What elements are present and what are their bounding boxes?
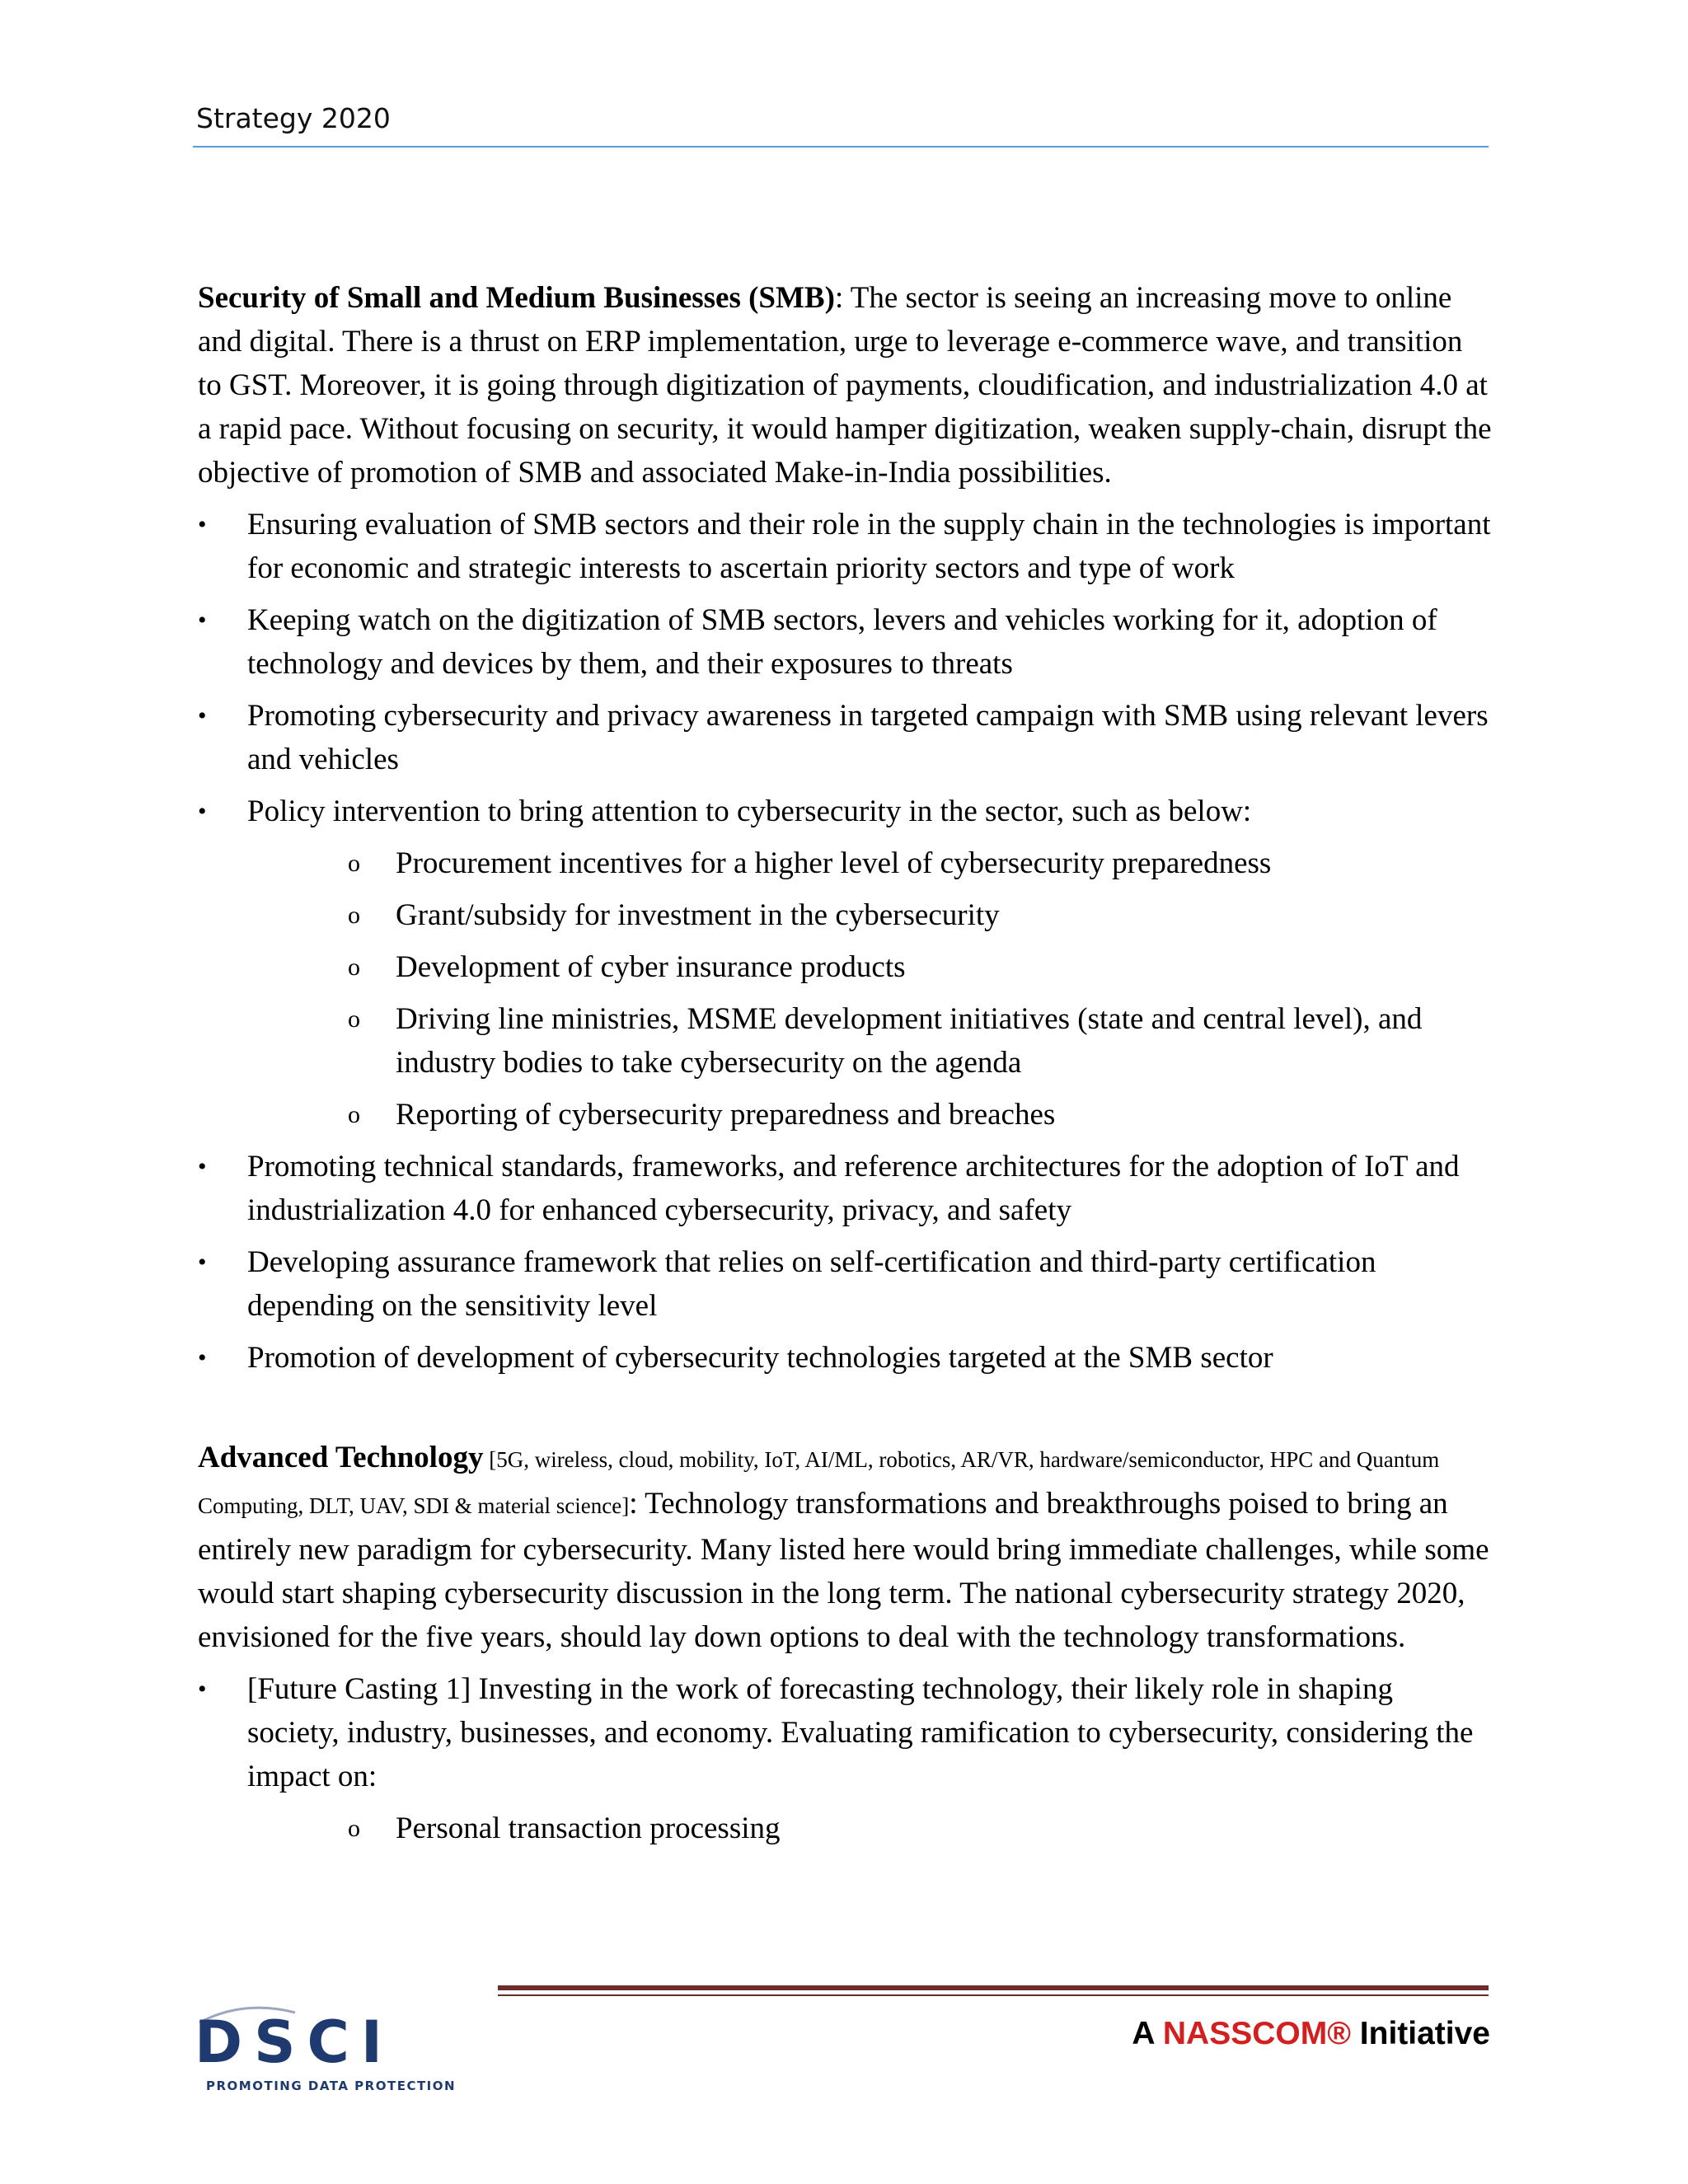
- page-header-title: Strategy 2020: [196, 102, 391, 134]
- circle-bullet-icon: o: [348, 902, 360, 929]
- circle-bullet-icon: o: [348, 1101, 360, 1128]
- sub-list-item: o Personal transaction processing: [247, 1807, 1492, 1850]
- list-item: • Promoting technical standards, frameworks, and reference architectures for the adoption of IoT and industrialization 4.0 for enhanced cybersecurity, privacy, and safety: [198, 1145, 1492, 1232]
- sub-list-item: o Grant/subsidy for investment in the cybersecurity: [247, 893, 1492, 937]
- dsci-logo: [195, 2004, 467, 2095]
- list-item: • Ensuring evaluation of SMB sectors and their role in the supply chain in the technologies is important for economic and strategic interests to ascertain priority sectors and type of work: [198, 503, 1492, 590]
- bullet-icon: •: [198, 1249, 207, 1276]
- list-item: • Developing assurance framework that relies on self-certification and third-party certification depending on the sensitivity level: [198, 1240, 1492, 1328]
- list-item: • Policy intervention to bring attention to cybersecurity in the sector, such as below: o Procurement incentives for a higher level of cybersecurity preparedness o Grant/subsidy for investment in the cybersecurity o Development of cyber insurance products o Driving line ministries, MSME development initiatives (state and central level), and industry bodies to take cybersecurity on the agenda o Reporting of cybersecurity preparedness and breaches: [198, 790, 1492, 1137]
- smb-intro: : The sector is seeing an increasing move to online and digital. There is a thrust on ERP implementation, urge to leverage e-commerce wave, and transition to GST. Moreover, it is going through digitization of payments, cloudification, and industrialization 4.0 at a rapid pace. Without focusing on security, it would hamper digitization, weaken supply-chain, disrupt the objective of promotion of SMB and associated Make-in-India possibilities.: [198, 281, 1492, 490]
- sub-list-item: o Procurement incentives for a higher level of cybersecurity preparedness: [247, 841, 1492, 885]
- footer-divider-thick: [498, 1985, 1489, 1990]
- circle-bullet-icon: o: [348, 1005, 360, 1033]
- bullet-icon: •: [198, 511, 207, 538]
- advanced-technology-paragraph: [198, 1436, 1492, 1659]
- sub-list-item: o Reporting of cybersecurity preparedness and breaches: [247, 1093, 1492, 1137]
- logo-wordmark: DSCI: [195, 2008, 394, 2076]
- smb-heading: Security of Small and Medium Businesses (SMB): [198, 281, 835, 315]
- list-item: • [Future Casting 1] Investing in the work of forecasting technology, their likely role in shaping society, industry, businesses, and economy. Evaluating ramification to cybersecurity, considering the impact on: o Personal transaction processing: [198, 1667, 1492, 1850]
- bullet-icon: •: [198, 1344, 207, 1371]
- bullet-icon: •: [198, 607, 207, 634]
- sub-list-item: o Development of cyber insurance products: [247, 945, 1492, 989]
- document-body: [198, 276, 1492, 1858]
- list-item: • Keeping watch on the digitization of SMB sectors, levers and vehicles working for it, adoption of technology and devices by them, and their exposures to threats: [198, 598, 1492, 686]
- section-spacer: [198, 1388, 1492, 1436]
- bullet-icon: •: [198, 702, 207, 729]
- footer-divider-thin: [498, 1994, 1489, 1996]
- header-divider: [193, 146, 1489, 148]
- nasscom-brand: NASSCOM®: [1162, 2016, 1351, 2051]
- smb-paragraph: [198, 276, 1492, 494]
- list-item: • Promotion of development of cybersecurity technologies targeted at the SMB sector: [198, 1336, 1492, 1380]
- bullet-icon: •: [198, 1675, 207, 1703]
- sub-list-item: o Driving line ministries, MSME development initiatives (state and central level), and industry bodies to take cybersecurity on the agenda: [247, 997, 1492, 1085]
- logo-tagline: PROMOTING DATA PROTECTION: [206, 2079, 457, 2093]
- list-item: • Promoting cybersecurity and privacy awareness in targeted campaign with SMB using relevant levers and vehicles: [198, 694, 1492, 781]
- bullet-icon: •: [198, 1153, 207, 1180]
- circle-bullet-icon: o: [348, 1815, 360, 1842]
- advanced-bullet-list: [198, 1667, 1492, 1850]
- advanced-technology-intro: : Technology transformations and breakthroughs poised to bring an entirely new paradigm for cybersecurity. Many listed here would bring immediate challenges, while some would start shaping cybersecurity discussion in the long term. The national cybersecurity strategy 2020, envisioned for the five years, should lay down options to deal with the technology transformations.: [198, 1487, 1489, 1654]
- impact-sub-list: [247, 1807, 1492, 1850]
- bullet-icon: •: [198, 798, 207, 825]
- policy-sub-list: [247, 841, 1492, 1137]
- advanced-technology-list: [5G, wireless, cloud, mobility, IoT, AI/ML, robotics, AR/VR, hardware/semiconductor, HPC and Quantum Computing, DLT, UAV, SDI & material science]: [198, 1447, 1440, 1518]
- smb-bullet-list: [198, 503, 1492, 1380]
- circle-bullet-icon: o: [348, 850, 360, 877]
- advanced-technology-heading: Advanced Technology: [198, 1441, 484, 1474]
- circle-bullet-icon: o: [348, 954, 360, 981]
- nasscom-initiative: A NASSCOM® Initiative: [1132, 2016, 1490, 2051]
